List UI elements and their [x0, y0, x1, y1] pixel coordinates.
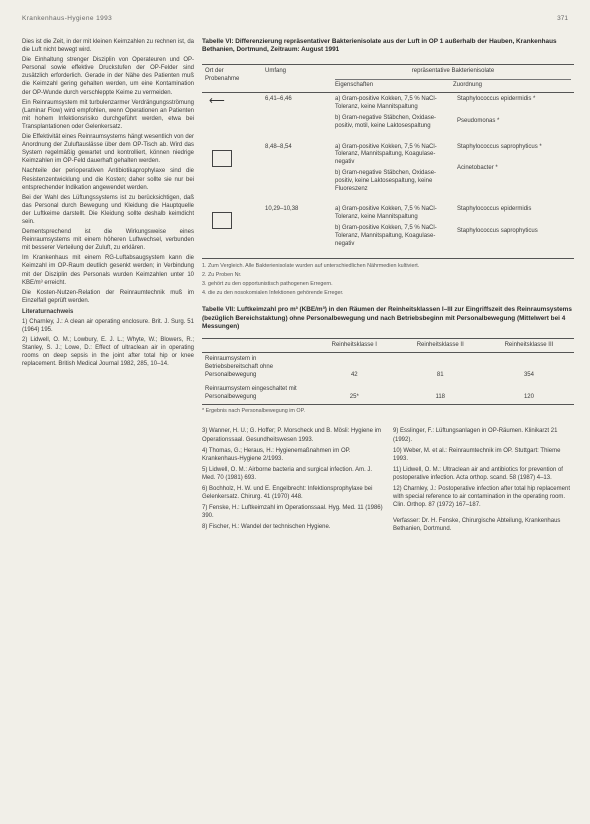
references-left [22, 308, 194, 369]
isolates-cell [332, 203, 574, 258]
isolate-assign: Pseudomonas * [457, 118, 500, 125]
col-header-place: Ort der Probenahme [202, 64, 262, 93]
value-cell: 42 [350, 371, 358, 378]
reference-item: 2) Lidwell, O. M.; Lowbury, E. J. L.; Whyte, W.; Blowers, R.; Stanley, S. J.; Lowe, D.: Effect of ultraclean air in operating rooms on deep sepsis in the joint after total hip or knee replacement. British Medical Journal 1982, 285, 10–14. [22, 337, 194, 368]
reference-item: 6) Bochholz, H. W. und E. Engelbrecht: Infektionsprophylaxe bei Gelenkersatz. Chirurg. 41 (1970) 448. [202, 486, 373, 501]
col-header-class2: Reinheitsklasse II [397, 338, 484, 353]
paragraph: Ein Reinraumsystem mit turbulenzarmer Verdrängungsströmung (Laminar Flow) wird empfohlen, wenn Operationen an Patienten mit hohem Infektionsrisiko durchgeführt werden, etwa bei Transplantationen oder Gelenkersatz. [22, 99, 194, 130]
col-header-isolates: repräsentative Bakterienisolate Eigenschaften Zuordnung [332, 64, 574, 93]
plate-square-icon [212, 212, 232, 229]
row-label: Reinraumsystem in Betriebsbereitschaft ohne Personalbewegung [205, 356, 274, 378]
count-cell: 8,48–8,54 [265, 143, 292, 150]
journal-title: Krankenhaus-Hygiene 1993 [22, 15, 113, 22]
isolate-props: a) Gram-positive Kokken, 7,5 % NaCl-Toleranz, keine Mannitspaltung [335, 206, 437, 221]
table7 [202, 338, 574, 406]
table-row [202, 141, 574, 204]
value-cell: 354 [523, 371, 534, 378]
value-cell: 25* [349, 393, 359, 400]
right-column [202, 38, 574, 536]
isolate-props: b) Gram-positive Kokken, 7,5 % NaCl-Toleranz, Mannitspaltung, Koagulase-negativ [335, 224, 437, 247]
isolate-assign: Staphylococcus saprophyticus * [457, 143, 542, 150]
table6-title: Tabelle VI: Differenzierung repräsentativer Bakterienisolate aus der Luft in OP 1 außerhalb der Hauben, Krankenhaus Bethanien, Dortmund, Zeitraum: August 1991 [202, 38, 557, 54]
value-cell: 118 [435, 393, 446, 400]
count-cell: 10,29–10,38 [265, 206, 299, 213]
isolates-cell [332, 141, 574, 204]
isolate-assign: Acinetobacter * [457, 165, 498, 172]
isolates-cell [332, 93, 574, 141]
table-row [202, 203, 574, 258]
reference-column [393, 427, 574, 536]
references-heading: Literaturnachweis [22, 308, 74, 315]
table6-notes [202, 263, 574, 297]
isolate-assign: Staphylococcus epidermidis [457, 206, 532, 213]
col-header-class1: Reinheitsklasse I [312, 338, 397, 353]
reference-item: 5) Lidwell, O. M.: Airborne bacteria and surgical infection. Am. J. Med. 70 (1981) 693. [202, 466, 373, 481]
table7-title: Tabelle VII: Luftkeimzahl pro m³ (KBE/m³) in den Räumen der Reinheitsklassen I–III zur Eingriffszeit des Reinraumsystems (bezüglich Bereichstaktung) ohne Personalbewegung und nach Betriebsbeginn mit Personalbewegung (Mittelwert bei 4 Messungen) [202, 306, 572, 331]
paragraph: Dementsprechend ist die Wirkungsweise eines Reinraumsystems mit einem höheren Luftwechsel, verbunden mit besserer Verteilung der Zuluft, zu erklären. [22, 229, 194, 252]
reference-column [202, 427, 383, 536]
table6 [202, 64, 574, 260]
table-note: 3. gehört zu den opportunistisch pathogenen Erregern. [202, 281, 333, 288]
isolate-props: b) Gram-negative Stäbchen, Oxidase-positiv, keine Laktosespaltung, keine Fluoreszenz [335, 169, 437, 192]
isolate-props: a) Gram-positive Kokken, 7,5 % NaCl-Toleranz, keine Mannitspaltung [335, 96, 437, 111]
reference-item: 12) Charnley, J.: Postoperative infection after total hip replacement with special reference to air contamination in the operating room. Clin. Orthop. 87 (1972) 167–187. [393, 486, 570, 509]
col-header-class3: Reinheitsklasse III [484, 338, 574, 353]
page-number: 371 [557, 15, 568, 22]
count-cell: 6,41–6,46 [265, 96, 292, 103]
isolate-assign: Staphylococcus epidermidis * [457, 96, 536, 103]
paragraph: Die Einhaltung strenger Disziplin von Operateuren und OP-Personal sowie effektive Druckstufen der OP-Felder sind zusätzlich erforderlich. Gerade in der Nähe des Patienten muß die Keimzahl gering gehalten werden, um eine Kontamination der OP-Wunde durch verschleppte Keime zu vermeiden. [22, 57, 194, 96]
table-note: 2. Zu Proben Nr. [202, 272, 242, 279]
isolate-assign: Staphylococcus saprophyticus [457, 228, 538, 235]
value-cell: 81 [436, 371, 444, 378]
value-cell: 120 [523, 393, 534, 400]
arrow-left-icon: ⟵ [209, 95, 225, 108]
reference-item: 8) Fischer, H.: Wandel der technischen Hygiene. [202, 524, 331, 531]
paragraph: Die Effektivität eines Reinraumsystems hängt wesentlich von der Anordnung der Zuluftauslässe über dem OP-Tisch ab. Wird das System regelmäßig gewartet und kontrolliert, können niedrige Keimzahlen im OP-Feld dauerhaft gehalten werden. [22, 134, 194, 165]
reference-item: 9) Esslinger, F.: Lüftungsanlagen in OP-Räumen. Klinikarzt 21 (1992). [393, 428, 558, 443]
paragraph: Dies ist die Zeit, in der mit kleinen Keimzahlen zu rechnen ist, da die Luft nicht bewegt wird. [22, 39, 194, 54]
reference-item: 1) Charnley, J.: A clean air operating enclosure. Brit. J. Surg. 51 (1964) 195. [22, 319, 194, 334]
reference-item: 7) Fenske, H.: Luftkeimzahl im Operationssaal. Hyg. Med. 11 (1986) 390. [202, 505, 383, 520]
references-right [202, 427, 574, 536]
table7-note: * Ergebnis nach Personalbewegung im OP. [202, 408, 305, 415]
reference-item: 3) Wanner, H. U.; G. Hoffer; P. Morscheck und B. Mösli: Hygiene im Operationssaal. Gesundheitswesen 1993. [202, 428, 381, 443]
table-note: 4. die zu den nosokomialen Infektionen gehörende Erreger. [202, 290, 344, 297]
paragraph: Die Kosten-Nutzen-Relation der Reinraumtechnik muß im Einzelfall geprüft werden. [22, 289, 194, 304]
col-header-empty [202, 338, 312, 353]
subheader [335, 79, 571, 90]
table-row [202, 383, 574, 405]
paragraph: Im Krankenhaus mit einem RG-Luftabsaugsystem kann die Keimzahl im OP-Raum deutlich gesenkt werden; in Verbindung mit der Disziplin des Personals wurden Keimzahlen unter 10 KBE/m³ erreicht. [22, 255, 194, 286]
plate-square-icon [212, 150, 232, 167]
table-row [202, 93, 574, 141]
left-column [22, 38, 194, 371]
col-header-props: Eigenschaften [335, 81, 374, 88]
reference-item: 10) Weber, M. et al.: Reinraumtechnik im OP. Stuttgart: Thieme 1993. [393, 447, 561, 462]
col-header-count: Umfang [262, 64, 332, 93]
isolate-props: b) Gram-negative Stäbchen, Oxidase-positiv, motil, keine Laktosespaltung [335, 115, 437, 129]
row-label: Reinraumsystem eingeschaltet mit Personalbewegung [205, 385, 297, 400]
reference-item: 4) Thomas, G.; Heraus, H.: Hygienemaßnahmen im OP. Krankenhaus-Hygiene 2/1993. [202, 447, 351, 462]
table-note: 1. Zum Vergleich. Alle Bakterienisolate wurden auf unterschiedlichen Nährmedien kultiviert. [202, 263, 420, 270]
col-header-assign: Zuordnung [453, 81, 483, 88]
author-address: Verfasser: Dr. H. Fenske, Chirurgische Abteilung, Krankenhaus Bethanien, Dortmund. [393, 518, 561, 533]
paragraph: Bei der Wahl des Lüftungssystems ist zu berücksichtigen, daß das Personal durch Bewegung und Kleidung die Hauptquelle der Luftkeime darstellt. Die Kleidung sollte deshalb keimdicht sein. [22, 194, 194, 225]
running-header [22, 15, 568, 25]
isolate-props: a) Gram-positive Kokken, 7,5 % NaCl-Toleranz, Mannitspaltung, Koagulase-negativ [335, 143, 437, 166]
paragraph: Nachteile der perioperativen Antibiotikaprophylaxe sind die Resistenzentwicklung und die Kosten; daher sollte sie nur bei entsprechender Indikation angewendet werden. [22, 168, 194, 191]
table-row [202, 353, 574, 383]
reference-item: 11) Lidwell, O. M.: Ultraclean air and antibiotics for prevention of postoperative infection. Acta orthop. scand. 58 (1987) 4–13. [393, 466, 563, 481]
